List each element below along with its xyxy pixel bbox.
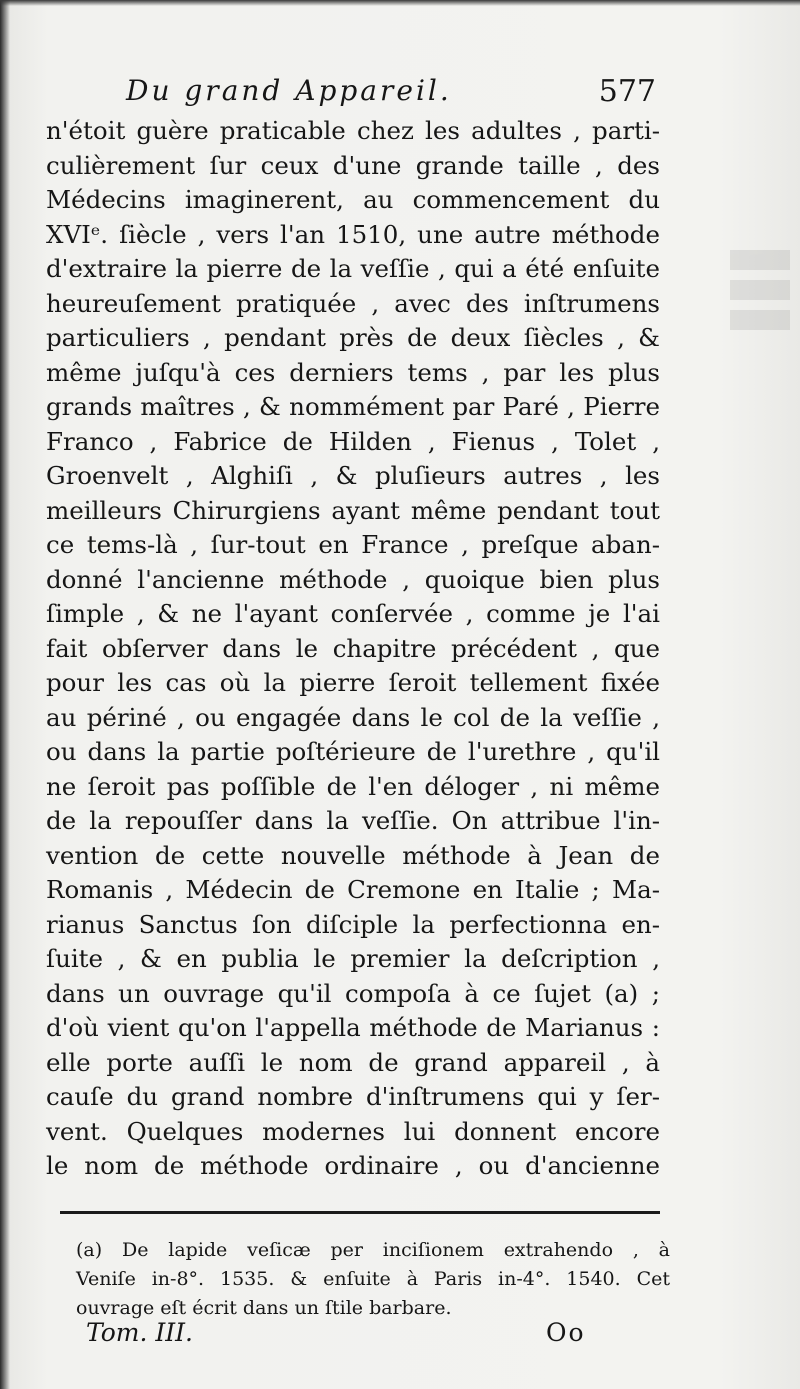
text-line: ne ſeroit pas poſſible de l'en déloger , ni même [46, 771, 660, 801]
text-line: vention de cette nouvelle méthode à Jean de [46, 840, 660, 870]
gutter-shadow [0, 0, 10, 1389]
gathering-signature: Oo [546, 1318, 586, 1347]
text-line: grands maîtres , & nommément par Paré , Pierre [46, 392, 660, 421]
text-line: d'extraire la pierre de la veſſie , qui a été enſuite [46, 254, 660, 283]
show-through-marks [730, 250, 790, 350]
text-line: Romanis , Médecin de Cremone en Italie ; Ma- [46, 875, 660, 904]
text-line: Médecins imaginerent, au commencement du [46, 185, 660, 214]
page-header [126, 74, 656, 114]
text-line: même juſqu'à ces derniers tems , par les plus [46, 357, 660, 387]
text-line: au périné , ou engagée dans le col de la veſſie , [46, 702, 660, 732]
text-line: d'où vient qu'on l'appella méthode de Marianus : [46, 1013, 660, 1042]
text-line: de la repouſſer dans la veſſie. On attribue l'in- [46, 806, 660, 835]
text-line: cauſe du grand nombre d'inſtrumens qui y ſer- [46, 1082, 660, 1111]
running-title: Du grand Appareil. [126, 74, 452, 107]
text-line: fait obſerver dans le chapitre précédent , que [46, 633, 660, 663]
text-line: ce tems-là , ſur-tout en France , preſque aban- [46, 530, 660, 559]
text-line: rianus Sanctus ſon diſciple la perfectionna en- [46, 909, 660, 939]
text-line: dans un ouvrage qu'il compoſa à ce ſujet (a) ; [46, 978, 660, 1008]
text-line: n'étoit guère praticable chez les adultes , parti- [46, 116, 660, 145]
text-line: culièrement ſur ceux d'une grande taille , des [46, 150, 660, 180]
text-line: XVIᵉ. ſiècle , vers l'an 1510, une autre méthode [46, 219, 660, 249]
text-line: Groenvelt , Alghiſi , & pluſieurs autres , les [46, 461, 660, 490]
footnote [76, 1236, 670, 1323]
text-line: ſuite , & en publia le premier la deſcription , [46, 944, 660, 973]
text-line: ſimple , & ne l'ayant conſervée , comme je l'ai [46, 599, 660, 628]
text-line: ou dans la partie poſtérieure de l'urethre , qu'il [46, 737, 660, 766]
volume-signature: Tom. III. [86, 1318, 193, 1347]
body-text [46, 114, 660, 1184]
text-line: particuliers , pendant près de deux ſiècles , & [46, 323, 660, 352]
text-line: heureuſement pratiquée , avec des inſtrumens [46, 288, 660, 318]
top-edge-shadow [0, 0, 800, 6]
text-line: vent. Quelques modernes lui donnent encore [46, 1116, 660, 1146]
footnote-line: (a) De lapide veſicæ per inciſionem extrahendo , à [76, 1239, 670, 1261]
text-line: Franco , Fabrice de Hilden , Fienus , Tolet , [46, 426, 660, 456]
text-line: le nom de méthode ordinaire , ou d'ancienne [46, 1151, 660, 1180]
text-line: pour les cas où la pierre ſeroit tellement fixée [46, 668, 660, 697]
page-number: 577 [598, 74, 656, 109]
footnote-rule [60, 1211, 660, 1214]
text-line: meilleurs Chirurgiens ayant même pendant tout [46, 495, 660, 525]
text-line: elle porte auſſi le nom de grand appareil , à [46, 1047, 660, 1077]
footnote-line: ouvrage eſt écrit dans un ſtile barbare. [76, 1297, 452, 1319]
footnote-line: Veniſe in-8°. 1535. & enſuite à Paris in-4°. 1540. Cet [76, 1268, 670, 1290]
text-line: donné l'ancienne méthode , quoique bien plus [46, 564, 660, 594]
